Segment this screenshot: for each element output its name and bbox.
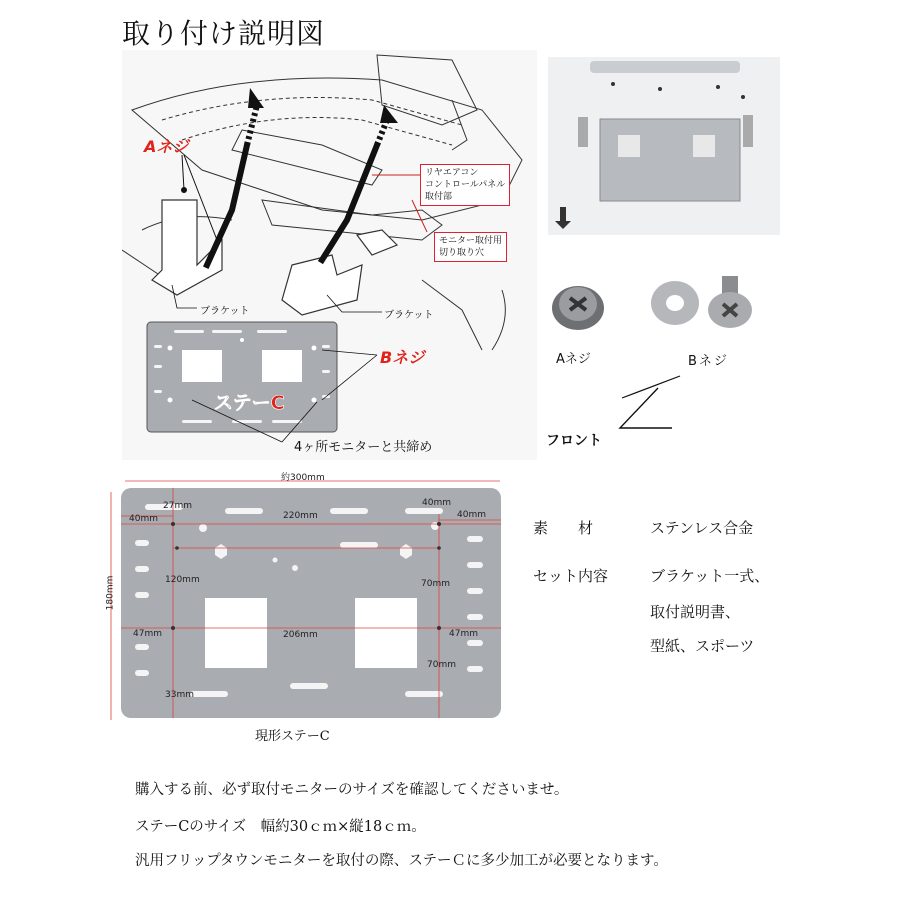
note-line: 購入する前、必ず取付モニターのサイズを確認してくださいませ。 [135,782,569,798]
callout-line: リヤエアコン [425,168,479,178]
note-line: ステーCのサイズ 幅約30ｃｍ×縦18ｃｍ。 [135,819,426,835]
set-value-1: ブラケット一式、 [650,567,770,585]
set-value-3: 型紙、スポーツ [650,637,755,655]
set-key: セット内容 [533,567,609,585]
material-key: 素 材 [533,519,594,537]
bracket-label-left: ブラケット [200,306,250,317]
b-screw-part-label: Bネジ [688,354,729,369]
callout-rear-aircon [420,164,510,206]
dim-206: 206mm [283,630,318,640]
b-screw-label: Bネジ [380,348,425,367]
material-value: ステンレス合金 [650,519,754,537]
callout-line: コントロールパネル [425,180,506,190]
dim-220: 220mm [283,511,318,521]
callout-line: モニター取付用 [439,236,503,246]
dim-40-left: 40mm [129,514,158,524]
stay-label: ステーC [214,392,285,414]
front-label: フロント [546,433,602,449]
dim-33: 33mm [165,690,194,700]
dim-40-right: 40mm [457,510,486,520]
dim-47-left: 47mm [133,629,162,639]
set-value-2: 取付説明書、 [650,603,741,621]
bracket-label-right: ブラケット [384,310,434,321]
dim-47-right: 47mm [449,629,478,639]
installation-diagram [122,50,537,460]
dim-height: 180mm [105,575,116,611]
parts-section [540,258,790,458]
callout-line: 切り取り穴 [439,248,485,258]
dim-70-upper: 70mm [421,579,450,589]
dim-40-top-right: 40mm [422,498,451,508]
callout-line: 取付部 [425,192,453,202]
a-screw-label: Aネジ [144,137,189,156]
dim-width: 約300mm [281,473,325,483]
joint-note: 4ヶ所モニターと共締め [294,440,433,455]
bracket-photo [548,57,780,235]
callout-monitor-cutout [434,232,507,262]
dim-70-lower: 70mm [427,660,456,670]
page-title: 取り付け説明図 [122,17,326,50]
stay-plate-dimensions [105,468,515,758]
note-line: 汎用フリップタウンモニターを取付の際、ステーＣに多少加工が必要となります。 [135,853,668,869]
a-screw-part-label: Aネジ [556,352,591,367]
dim-27: 27mm [163,501,192,511]
dim-120: 120mm [165,575,200,585]
bracket-photo-drawing [548,57,780,235]
plate-caption: 現形ステーC [255,729,330,744]
